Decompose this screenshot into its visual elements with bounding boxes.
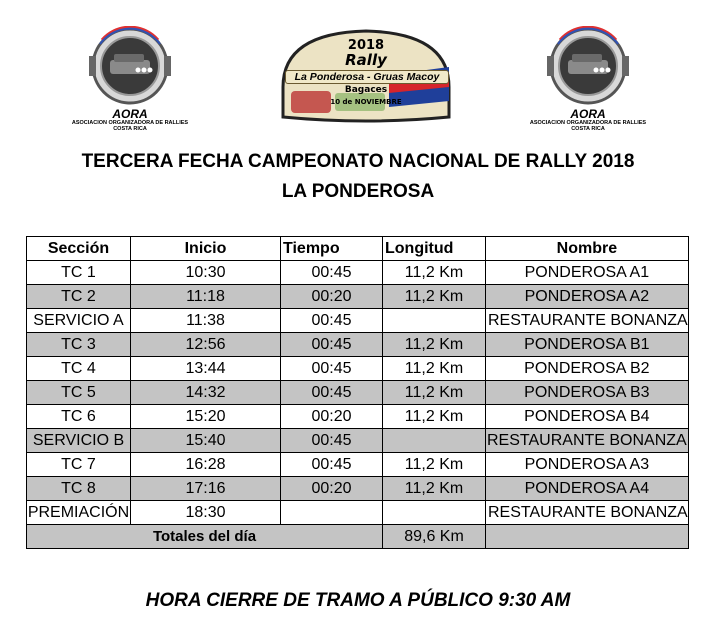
table-row [27, 405, 689, 429]
cell-longitud [383, 309, 486, 333]
cell-nombre: RESTAURANTE BONANZA [486, 429, 689, 453]
cell-inicio: 13:44 [131, 357, 281, 381]
header-inicio: Inicio [131, 237, 281, 261]
badge-event: La Ponderosa - Gruas Macoy [285, 70, 449, 84]
cell-inicio: 15:40 [131, 429, 281, 453]
cell-nombre: PONDEROSA A2 [486, 285, 689, 309]
cell-longitud: 11,2 Km [383, 333, 486, 357]
cell-longitud: 11,2 Km [383, 453, 486, 477]
cell-inicio: 17:16 [131, 477, 281, 501]
rally-badge [277, 27, 455, 125]
cell-seccion: TC 1 [27, 261, 131, 285]
table-header-row [27, 237, 689, 261]
cell-tiempo: 00:45 [281, 261, 383, 285]
cell-tiempo [281, 501, 383, 525]
table-row [27, 501, 689, 525]
table-row [27, 261, 689, 285]
org-country: COSTA RICA [113, 126, 147, 132]
cell-tiempo: 00:45 [281, 309, 383, 333]
cell-tiempo: 00:20 [281, 477, 383, 501]
cell-nombre: PONDEROSA A1 [486, 261, 689, 285]
cell-nombre: RESTAURANTE BONANZA [486, 309, 689, 333]
header-longitud: Longitud [383, 237, 486, 261]
cell-tiempo: 00:45 [281, 453, 383, 477]
cell-tiempo: 00:45 [281, 333, 383, 357]
aora-logo-left [64, 26, 196, 132]
cell-nombre: PONDEROSA B3 [486, 381, 689, 405]
org-name: AORA [112, 107, 148, 121]
table-row [27, 381, 689, 405]
aora-logo-right [522, 26, 654, 132]
table-row [27, 285, 689, 309]
cell-tiempo: 00:45 [281, 381, 383, 405]
cell-nombre: PONDEROSA B1 [486, 333, 689, 357]
cell-inicio: 18:30 [131, 501, 281, 525]
header-nombre: Nombre [486, 237, 689, 261]
table-row [27, 453, 689, 477]
cell-longitud [383, 429, 486, 453]
badge-year: 2018 [347, 38, 385, 53]
cell-inicio: 10:30 [131, 261, 281, 285]
table-row [27, 429, 689, 453]
totals-longitud: 89,6 Km [383, 525, 486, 549]
cell-longitud: 11,2 Km [383, 285, 486, 309]
cell-longitud: 11,2 Km [383, 477, 486, 501]
badge-date: 10 de NOVIEMBRE [330, 98, 402, 106]
cell-inicio: 14:32 [131, 381, 281, 405]
cell-inicio: 15:20 [131, 405, 281, 429]
org-full-name: ASOCIACION ORGANIZADORA DE RALLIES [71, 120, 189, 126]
page-title: TERCERA FECHA CAMPEONATO NACIONAL DE RALLY 2018 [81, 151, 635, 172]
cell-seccion: PREMIACIÓN [27, 501, 131, 525]
page-subtitle: LA PONDEROSA [281, 181, 435, 202]
cell-longitud: 11,2 Km [383, 357, 486, 381]
table-row [27, 477, 689, 501]
cell-seccion: SERVICIO A [27, 309, 131, 333]
cell-nombre: RESTAURANTE BONANZA [486, 501, 689, 525]
cell-seccion: TC 2 [27, 285, 131, 309]
cell-inicio: 11:18 [131, 285, 281, 309]
cell-nombre: PONDEROSA A3 [486, 453, 689, 477]
org-full-name: ASOCIACION ORGANIZADORA DE RALLIES [529, 120, 647, 126]
cell-inicio: 12:56 [131, 333, 281, 357]
header-tiempo: Tiempo [281, 237, 383, 261]
cell-tiempo: 00:45 [281, 429, 383, 453]
cell-seccion: TC 5 [27, 381, 131, 405]
cell-nombre: PONDEROSA B4 [486, 405, 689, 429]
table-row [27, 309, 689, 333]
table-row [27, 333, 689, 357]
cell-tiempo: 00:45 [281, 357, 383, 381]
schedule-table [26, 236, 689, 549]
totals-row [27, 525, 689, 549]
org-country: COSTA RICA [571, 126, 605, 132]
cell-longitud: 11,2 Km [383, 405, 486, 429]
totals-empty [486, 525, 689, 549]
table-row [27, 357, 689, 381]
cell-longitud [383, 501, 486, 525]
cell-seccion: TC 7 [27, 453, 131, 477]
cell-inicio: 16:28 [131, 453, 281, 477]
cell-inicio: 11:38 [131, 309, 281, 333]
aora-emblem-icon [88, 26, 172, 106]
cell-tiempo: 00:20 [281, 285, 383, 309]
cell-seccion: TC 8 [27, 477, 131, 501]
cell-nombre: PONDEROSA A4 [486, 477, 689, 501]
cell-longitud: 11,2 Km [383, 261, 486, 285]
totals-label: Totales del día [27, 525, 383, 549]
org-name: AORA [570, 107, 606, 121]
cell-tiempo: 00:20 [281, 405, 383, 429]
aora-emblem-icon [546, 26, 630, 106]
badge-town: Bagaces [344, 85, 388, 95]
cell-seccion: TC 6 [27, 405, 131, 429]
cell-seccion: TC 4 [27, 357, 131, 381]
cell-seccion: TC 3 [27, 333, 131, 357]
cell-nombre: PONDEROSA B2 [486, 357, 689, 381]
badge-rally: Rally [345, 51, 387, 69]
header-seccion: Sección [27, 237, 131, 261]
closing-notice: HORA CIERRE DE TRAMO A PÚBLICO 9:30 AM [145, 590, 571, 611]
cell-longitud: 11,2 Km [383, 381, 486, 405]
cell-seccion: SERVICIO B [27, 429, 131, 453]
